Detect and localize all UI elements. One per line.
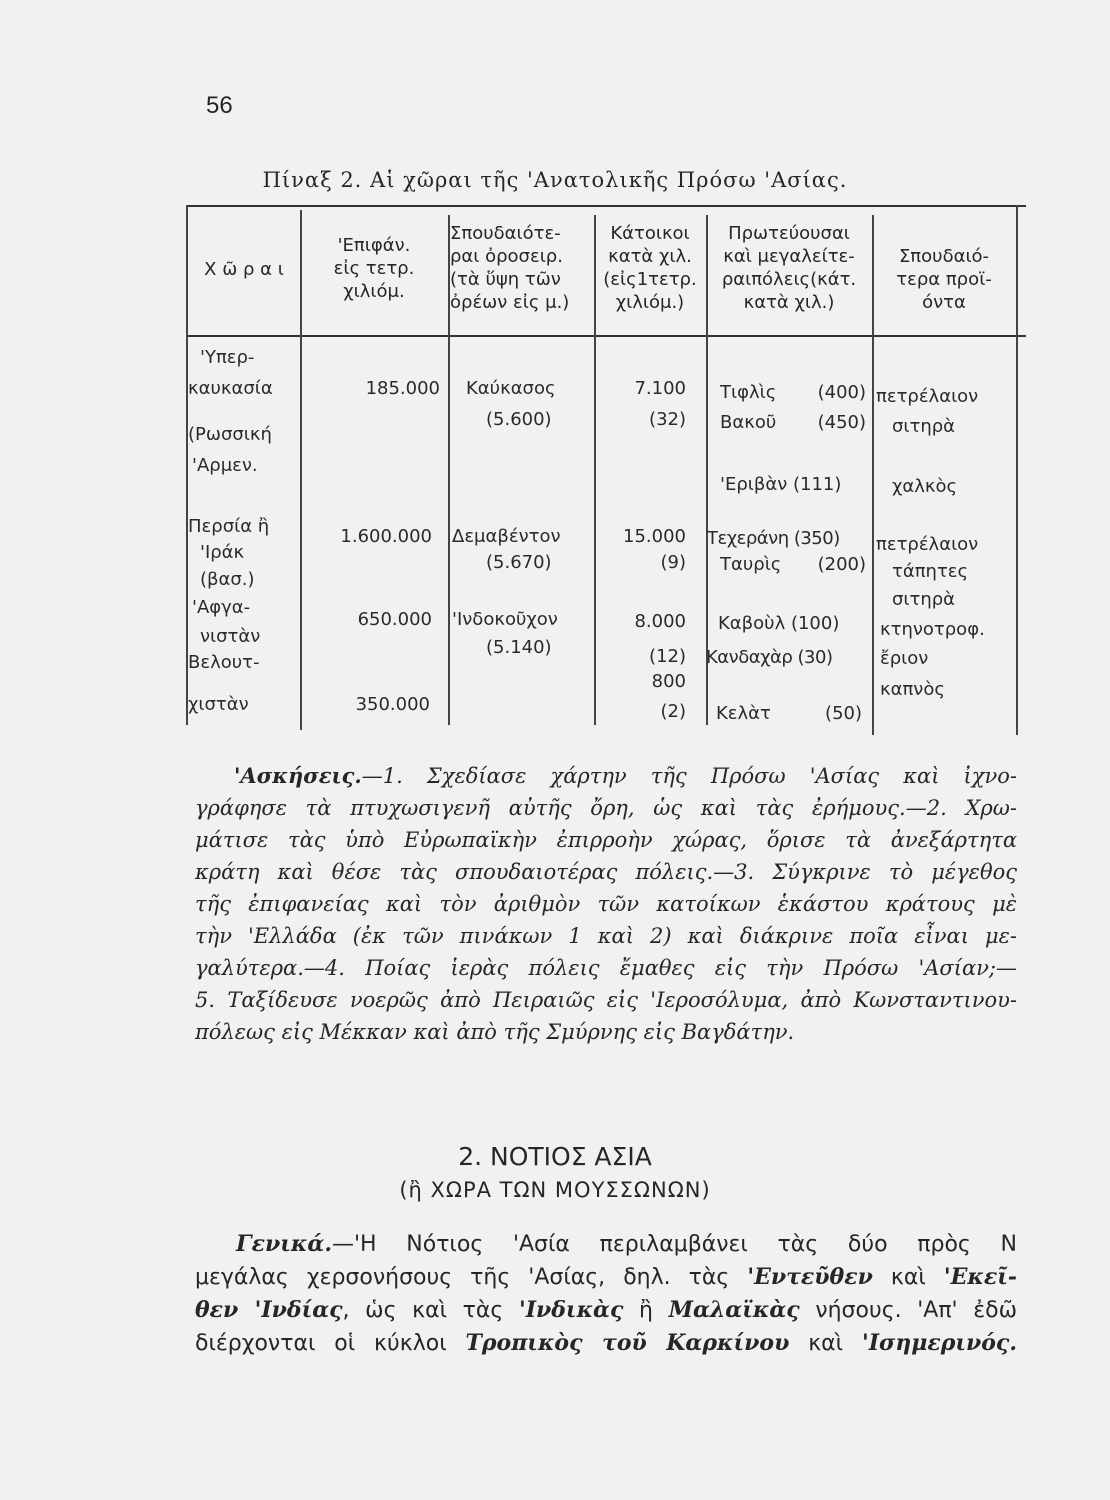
table-title: Πίναξ 2. Αἱ χῶραι τῆς 'Ανατολικῆς Πρόσω 'Ασίας. — [262, 168, 848, 192]
header-line: καὶ μεγαλείτε- — [723, 246, 855, 267]
capital-cell: (200) — [817, 554, 866, 575]
header-rule — [186, 335, 1026, 337]
header-line: χιλιόμ.) — [615, 292, 685, 313]
product-cell: πετρέλαιον — [876, 386, 979, 407]
header-line: εἰς τετρ. — [333, 258, 415, 279]
capital-cell: Βακοῦ — [720, 412, 777, 433]
exercise-line — [234, 760, 1017, 792]
exercise-line: γράφησε τὰ πτυχωσιγενῆ αὐτῆς ὄρη, ὡς καὶ τὰς ἐρήμους.—2. Χρω- — [195, 796, 1017, 820]
text: μεγάλας χερσονήσους τῆς 'Ασίας, δηλ. τὰς — [195, 1265, 748, 1290]
emphasis: 'Εκεῖ- — [943, 1264, 1017, 1290]
emphasis: Μαλαϊκὰς — [668, 1297, 800, 1323]
inhabitants-cell: 8.000 — [634, 611, 686, 632]
mountain-cell: 'Ινδοκοῦχον — [452, 609, 558, 630]
text: καὶ — [789, 1331, 862, 1356]
header-countries: Χ ῶ ρ α ι — [204, 259, 284, 280]
area-cell: 650.000 — [357, 609, 432, 630]
section-subheading: (ἢ ΧΩΡΑ ΤΩΝ ΜΟΥΣΣΩΝΩΝ) — [399, 1178, 711, 1202]
exercise-line: πόλεως εἰς Μέκκαν καὶ ἀπὸ τῆς Σμύρνης εἰς Βαγδάτην. — [195, 1020, 795, 1044]
header-line: Σπουδαιό- — [898, 246, 990, 267]
capital-cell: Κελὰτ — [716, 703, 771, 724]
inhabitants-cell: 800 — [651, 671, 686, 692]
text: νήσους. 'Απ' ἐδῶ — [799, 1298, 1018, 1323]
capital-cell: Κανδαχὰρ (30) — [706, 647, 833, 668]
exercise-line: τὴν 'Ελλάδα (ἐκ τῶν πινάκων 1 καὶ 2) καὶ διάκρινε ποῖα εἶναι με- — [195, 924, 1017, 948]
mountain-cell: (5.140) — [486, 637, 552, 658]
country-cell: 'Ιράκ — [200, 542, 245, 563]
emphasis: θεν 'Ινδίας — [195, 1297, 343, 1323]
inhabitants-cell: (9) — [660, 552, 686, 573]
capital-cell: Ταυρὶς — [720, 554, 782, 575]
capital-cell: Τιφλὶς — [720, 382, 777, 403]
inhabitants-cell: (2) — [660, 701, 686, 722]
capital-cell: (50) — [825, 703, 862, 724]
header-line: (τὰ ὕψη τῶν — [450, 269, 561, 290]
header-capitals — [706, 222, 872, 314]
header-line: κατὰ χιλ.) — [743, 292, 835, 313]
paragraph-line — [236, 1228, 1017, 1261]
product-cell: τάπητες — [892, 561, 969, 582]
emphasis: 'Εντεῦθεν — [747, 1264, 873, 1290]
header-line: χιλιόμ. — [343, 281, 405, 302]
product-cell: σιτηρὰ — [892, 589, 956, 610]
product-cell: πετρέλαιον — [876, 534, 979, 555]
mountain-cell: (5.670) — [486, 552, 552, 573]
capital-cell: (450) — [817, 412, 866, 433]
header-area — [300, 234, 448, 303]
capital-cell: Τεχεράνη (350) — [707, 528, 840, 549]
table-right-border — [1016, 205, 1018, 735]
capital-cell: 'Εριβὰν (111) — [720, 474, 842, 495]
product-cell: σιτηρὰ — [892, 416, 956, 437]
mountain-cell: (5.600) — [486, 409, 552, 430]
table-top-rule — [186, 205, 1026, 207]
text: ἢ — [623, 1298, 669, 1323]
emphasis: Τροπικὸς τοῦ Καρκίνου — [465, 1330, 790, 1356]
text: διέρχονται οἱ κύκλοι — [195, 1331, 466, 1356]
header-line: όντα — [922, 292, 966, 313]
inhabitants-cell: (32) — [649, 409, 686, 430]
paragraph-line — [195, 1294, 1017, 1327]
exercise-line: μάτισε τὰς ὑπὸ Εὐρωπαϊκὴν ἐπιρροὴν χώρας, ὅρισε τὰ ἀνεξάρτητα — [195, 828, 1017, 852]
country-cell: καυκασία — [188, 378, 273, 399]
header-line: ραι ὀροσειρ. — [450, 246, 563, 267]
table-left-border — [186, 205, 188, 725]
emphasis: 'Ισημερινός. — [862, 1330, 1017, 1356]
emphasis: 'Ινδικὰς — [518, 1297, 624, 1323]
exercise-line: 5. Ταξίδευσε νοερῶς ἀπὸ Πειραιῶς εἰς 'Ιεροσόλυμα, ἀπὸ Κωνσταντινου- — [195, 988, 1017, 1012]
inhabitants-cell: 15.000 — [623, 526, 686, 547]
header-line: τερα προϊ- — [896, 269, 992, 290]
header-line: Σπουδαιότε- — [450, 223, 561, 244]
country-cell: (βασ.) — [200, 569, 255, 590]
header-mountains — [450, 222, 596, 314]
section-heading: 2. ΝΟΤΙΟΣ ΑΣΙΑ — [458, 1142, 652, 1171]
country-cell: (Ρωσσική — [188, 424, 272, 445]
mountain-cell: Καύκασος — [466, 378, 556, 399]
country-cell: Περσία ἢ — [188, 516, 270, 537]
header-line: κατὰ χιλ. — [608, 246, 692, 267]
header-line: ὀρέων εἰς μ.) — [450, 292, 570, 313]
area-cell: 350.000 — [355, 694, 430, 715]
header-inhabitants — [594, 222, 706, 314]
header-line: Πρωτεύουσαι — [728, 223, 850, 244]
general-label: Γενικά. — [236, 1231, 332, 1257]
header-products — [872, 245, 1016, 314]
area-cell: 1.600.000 — [340, 526, 432, 547]
country-cell: νιστὰν — [200, 626, 261, 647]
exercises-label: 'Ασκήσεις. — [234, 763, 362, 788]
header-line: ραιπόλεις(κάτ. — [721, 269, 857, 290]
text: , ὡς καὶ τὰς — [342, 1298, 519, 1323]
inhabitants-cell: (12) — [649, 646, 686, 667]
product-cell: κτηνοτροφ. — [880, 619, 985, 640]
country-cell: χιστὰν — [188, 694, 249, 715]
header-line: Κάτοικοι — [610, 223, 690, 244]
product-cell: καπνὸς — [880, 679, 945, 700]
text: καὶ — [872, 1265, 944, 1290]
capital-cell: Καβοὺλ (100) — [718, 613, 840, 634]
country-cell: 'Υπερ- — [200, 347, 255, 368]
product-cell: χαλκὸς — [892, 476, 958, 497]
exercise-line: κράτη καὶ θέσε τὰς σπουδαιοτέρας πόλεις.—3. Σύγκρινε τὸ μέγεθος — [195, 860, 1017, 884]
exercise-line: γαλύτερα.—4. Ποίας ἱερὰς πόλεις ἔμαθες εἰς τὴν Πρόσω 'Ασίαν;— — [195, 956, 1017, 980]
header-line: 'Επιφάν. — [337, 235, 411, 256]
capital-cell: (400) — [817, 382, 866, 403]
header-line: (εἰς1τετρ. — [603, 269, 697, 290]
page-number: 56 — [206, 92, 233, 119]
mountain-cell: Δεμαβέντον — [452, 526, 561, 547]
exercise-line: τῆς ἐπιφανείας καὶ τὸν ἀριθμὸν τῶν κατοίκων ἑκάστου κράτους μὲ — [195, 892, 1017, 916]
paragraph-line — [195, 1261, 1017, 1294]
area-cell: 185.000 — [365, 378, 440, 399]
country-cell: 'Αρμεν. — [192, 455, 258, 476]
country-cell: 'Αφγα- — [192, 597, 251, 618]
product-cell: ἔριον — [880, 648, 929, 669]
inhabitants-cell: 7.100 — [634, 378, 686, 399]
exercise-text: —1. Σχεδίασε χάρτην τῆς Πρόσω 'Ασίας καὶ ἰχνο- — [361, 764, 1017, 788]
text: —'Η Νότιος 'Ασία περιλαμβάνει τὰς δύο πρὸς Ν — [331, 1232, 1017, 1257]
country-cell: Βελουτ- — [188, 652, 260, 673]
paragraph-line — [195, 1327, 1017, 1360]
